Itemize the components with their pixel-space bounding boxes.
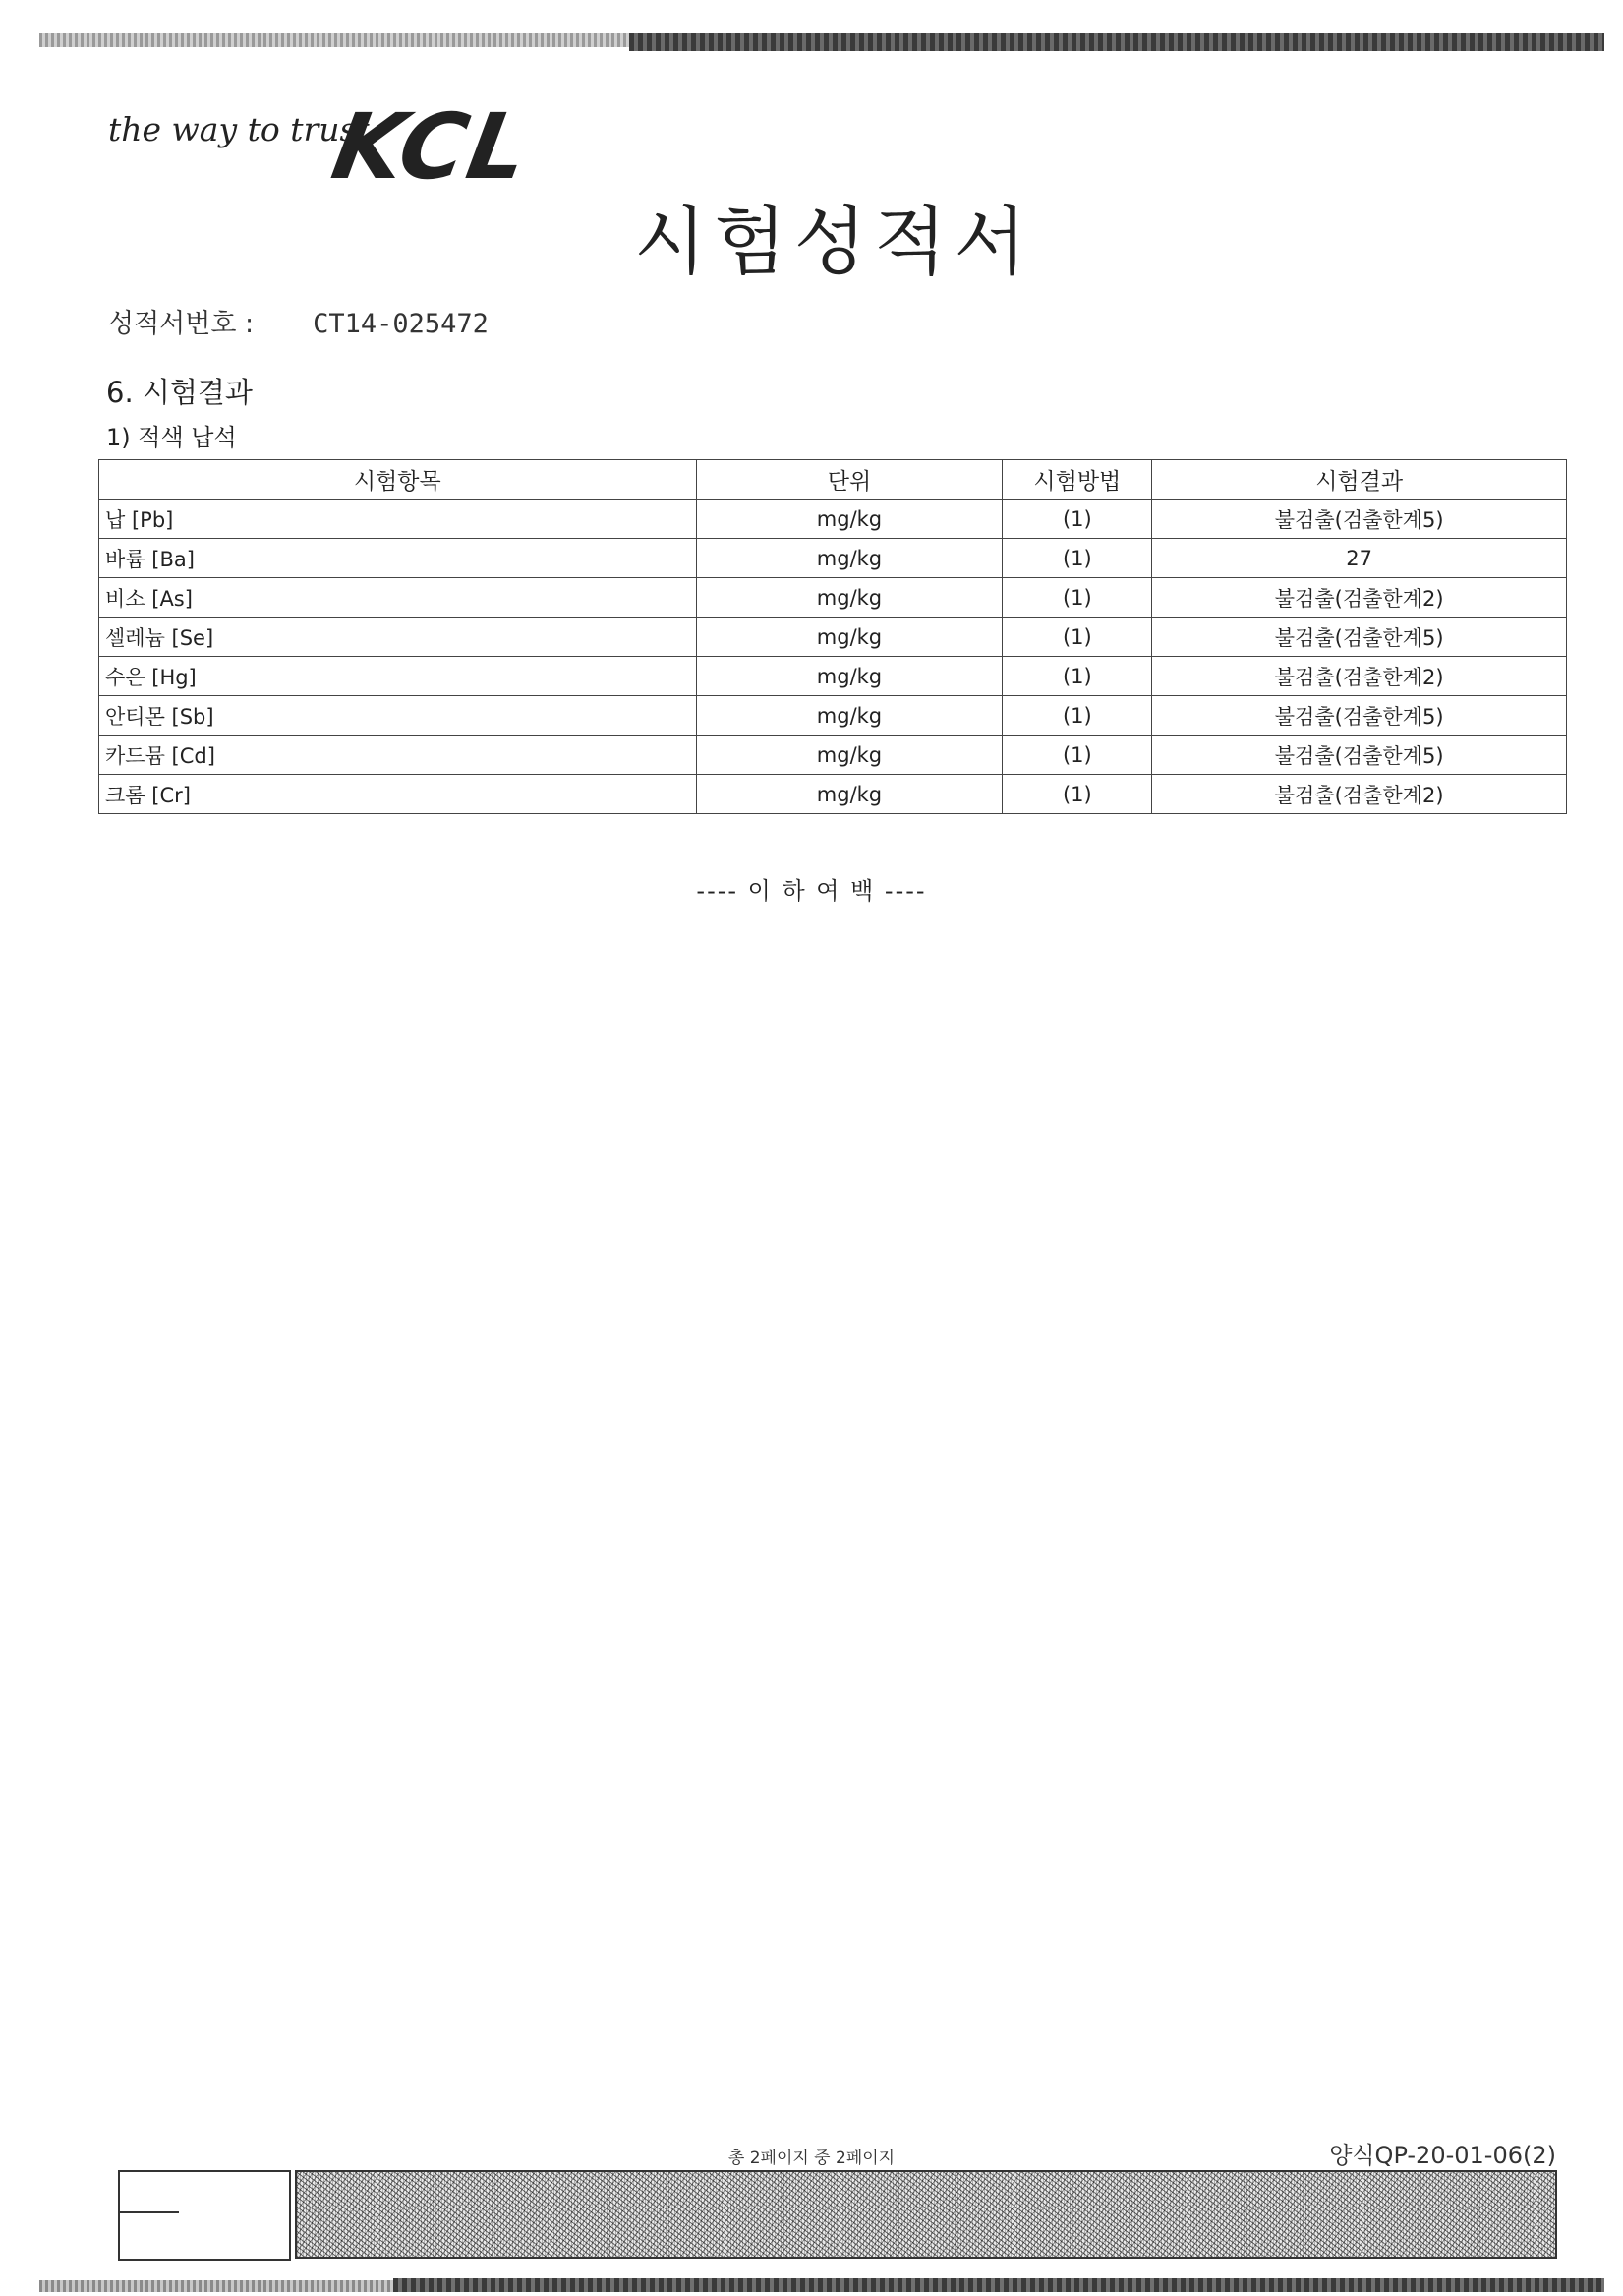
- row-method: (1): [1003, 500, 1152, 539]
- row-unit: mg/kg: [696, 736, 1003, 775]
- certificate-number-value: CT14-025472: [313, 309, 489, 339]
- header-test-method: 시험방법: [1003, 460, 1152, 500]
- logo-tagline: the way to trust: [108, 110, 370, 148]
- row-item: 안티몬 [Sb]: [99, 696, 697, 736]
- row-unit: mg/kg: [696, 500, 1003, 539]
- bottom-border-strip-light: [39, 2280, 393, 2292]
- table-row: [99, 696, 1567, 736]
- security-pattern-box: [295, 2170, 1557, 2259]
- table-row: [99, 618, 1567, 657]
- table-row: [99, 657, 1567, 696]
- row-result: 불검출(검출한계5): [1152, 500, 1567, 539]
- row-item: 납 [Pb]: [99, 500, 697, 539]
- table-row: [99, 736, 1567, 775]
- row-item: 크롬 [Cr]: [99, 775, 697, 814]
- kcl-logo: KCL: [324, 94, 538, 200]
- row-item: 카드뮴 [Cd]: [99, 736, 697, 775]
- row-method: (1): [1003, 657, 1152, 696]
- document-title: 시험성적서: [634, 198, 1035, 285]
- table-header-row: [99, 460, 1567, 500]
- row-item: 셀레늄 [Se]: [99, 618, 697, 657]
- subsection-title: 1) 적색 납석: [106, 424, 237, 451]
- row-result: 불검출(검출한계2): [1152, 657, 1567, 696]
- footer-blank-box: [118, 2170, 291, 2261]
- row-item: 바륨 [Ba]: [99, 539, 697, 578]
- row-result: 27: [1152, 539, 1567, 578]
- row-method: (1): [1003, 539, 1152, 578]
- results-table: [98, 459, 1567, 814]
- certificate-number-label: 성적서번호 :: [108, 309, 255, 339]
- table-row: [99, 500, 1567, 539]
- row-result: 불검출(검출한계5): [1152, 696, 1567, 736]
- row-unit: mg/kg: [696, 539, 1003, 578]
- table-row: [99, 539, 1567, 578]
- section-title: 6. 시험결과: [106, 376, 253, 409]
- row-unit: mg/kg: [696, 657, 1003, 696]
- table-row: [99, 578, 1567, 618]
- form-number: 양식QP-20-01-06(2): [1329, 2142, 1556, 2169]
- blank-below-note: ---- 이 하 여 백 ----: [696, 877, 927, 905]
- row-method: (1): [1003, 578, 1152, 618]
- header-test-item: 시험항목: [99, 460, 697, 500]
- row-unit: mg/kg: [696, 696, 1003, 736]
- row-item: 비소 [As]: [99, 578, 697, 618]
- row-result: 불검출(검출한계2): [1152, 775, 1567, 814]
- page-count: 총 2페이지 중 2페이지: [727, 2149, 896, 2168]
- row-method: (1): [1003, 736, 1152, 775]
- row-method: (1): [1003, 775, 1152, 814]
- row-result: 불검출(검출한계2): [1152, 578, 1567, 618]
- bottom-border-strip-dark: [393, 2278, 1604, 2292]
- row-method: (1): [1003, 696, 1152, 736]
- top-border-strip-light: [39, 33, 629, 47]
- row-method: (1): [1003, 618, 1152, 657]
- header-test-result: 시험결과: [1152, 460, 1567, 500]
- row-unit: mg/kg: [696, 775, 1003, 814]
- certificate-number-row: [108, 302, 489, 340]
- row-result: 불검출(검출한계5): [1152, 736, 1567, 775]
- header-unit: 단위: [696, 460, 1003, 500]
- row-unit: mg/kg: [696, 618, 1003, 657]
- top-border-strip-dark: [629, 33, 1604, 51]
- table-row: [99, 775, 1567, 814]
- row-result: 불검출(검출한계5): [1152, 618, 1567, 657]
- row-unit: mg/kg: [696, 578, 1003, 618]
- row-item: 수은 [Hg]: [99, 657, 697, 696]
